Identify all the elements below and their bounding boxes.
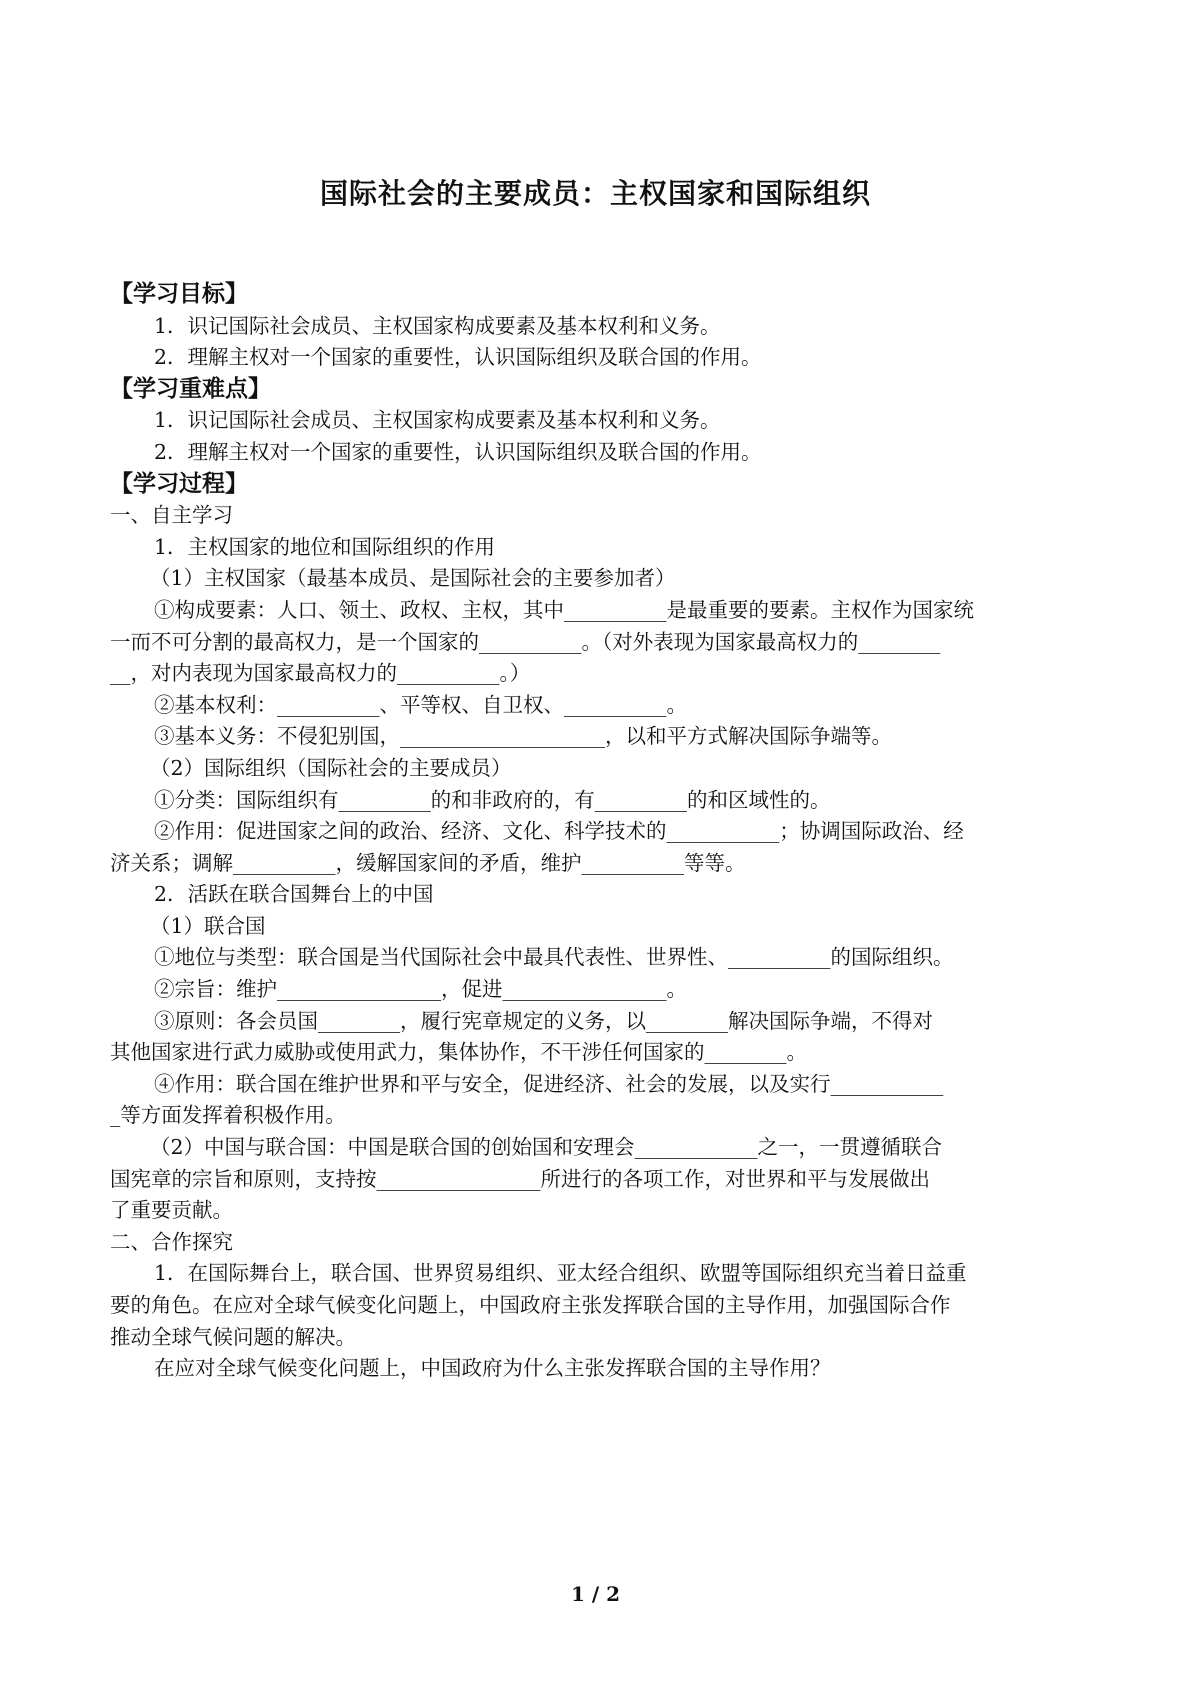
text-line: ②宗旨：维护________________，促进________________。 bbox=[154, 977, 687, 1002]
text-line: 济关系；调解__________，缓解国家间的矛盾，维护__________等等。 bbox=[110, 850, 746, 875]
text-line: 要的角色。在应对全球气候变化问题上，中国政府主张发挥联合国的主导作用，加强国际合作 bbox=[110, 1293, 951, 1317]
text-line: 1．识记国际社会成员、主权国家构成要素及基本权利和义务。 bbox=[154, 313, 721, 338]
text-line: 二、合作探究 bbox=[110, 1229, 233, 1254]
text-line: 1．主权国家的地位和国际组织的作用 bbox=[154, 534, 496, 559]
text-line: 其他国家进行武力威胁或使用武力，集体协作，不干涉任何国家的________。 bbox=[110, 1040, 807, 1065]
page-number: 1 / 2 bbox=[570, 1582, 621, 1606]
text-line: ②基本权利：__________、平等权、自卫权、__________。 bbox=[154, 692, 687, 717]
text-line: ①地位与类型：联合国是当代国际社会中最具代表性、世界性、__________的国际组织。 bbox=[154, 945, 954, 970]
text-line: 了重要贡献。 bbox=[110, 1198, 233, 1223]
text-line: ④作用：联合国在维护世界和平与安全，促进经济、社会的发展，以及实行___________ bbox=[154, 1071, 944, 1096]
text-line: 推动全球气候问题的解决。 bbox=[110, 1324, 356, 1349]
text-line: _等方面发挥着积极作用。 bbox=[110, 1103, 346, 1128]
document-body bbox=[110, 279, 1085, 1385]
text-line: 2．理解主权对一个国家的重要性，认识国际组织及联合国的作用。 bbox=[154, 439, 762, 464]
text-line: 2．理解主权对一个国家的重要性，认识国际组织及联合国的作用。 bbox=[154, 345, 762, 370]
text-line: （1）主权国家（最基本成员、是国际社会的主要参加者） bbox=[150, 566, 676, 591]
page-title: 国际社会的主要成员：主权国家和国际组织 bbox=[319, 177, 871, 210]
text-line: ①分类：国际组织有_________的和非政府的，有_________的和区域性的。 bbox=[154, 787, 831, 812]
text-line: 一、自主学习 bbox=[110, 503, 233, 528]
text-line: （2）中国与联合国：中国是联合国的创始国和安理会____________之一，一贯遵循联合 bbox=[150, 1135, 943, 1160]
text-line: ③原则：各会员国________，履行宪章规定的义务，以________解决国际争端，不得对 bbox=[154, 1008, 933, 1033]
text-line: （2）国际组织（国际社会的主要成员） bbox=[150, 755, 512, 780]
section-heading: 【学习目标】 bbox=[110, 281, 248, 307]
text-line: 1．在国际舞台上，联合国、世界贸易组织、亚太经合组织、欧盟等国际组织充当着日益重 bbox=[154, 1261, 967, 1286]
section-heading: 【学习重难点】 bbox=[110, 375, 271, 402]
text-line: 1．识记国际社会成员、主权国家构成要素及基本权利和义务。 bbox=[154, 408, 721, 433]
text-line: ①构成要素：人口、领土、政权、主权，其中__________是最重要的要素。主权作为国家统 bbox=[154, 597, 974, 622]
text-line: ②作用：促进国家之间的政治、经济、文化、科学技术的___________；协调国际政治、经 bbox=[154, 819, 964, 844]
text-line: ③基本义务：不侵犯别国，____________________，以和平方式解决国际争端等。 bbox=[154, 724, 892, 749]
text-line: 在应对全球气候变化问题上，中国政府为什么主张发挥联合国的主导作用？ bbox=[154, 1356, 831, 1381]
section-heading: 【学习过程】 bbox=[110, 470, 248, 497]
text-line: 国宪章的宗旨和原则，支持按________________所进行的各项工作，对世界和平与发展做出 bbox=[110, 1166, 930, 1191]
text-line: 2．活跃在联合国舞台上的中国 bbox=[154, 882, 434, 907]
text-line: 一而不可分割的最高权力，是一个国家的__________。（对外表现为国家最高权力的________ bbox=[110, 629, 941, 654]
text-line: （1）联合国 bbox=[150, 913, 266, 938]
text-line: __，对内表现为国家最高权力的__________。） bbox=[110, 661, 531, 686]
